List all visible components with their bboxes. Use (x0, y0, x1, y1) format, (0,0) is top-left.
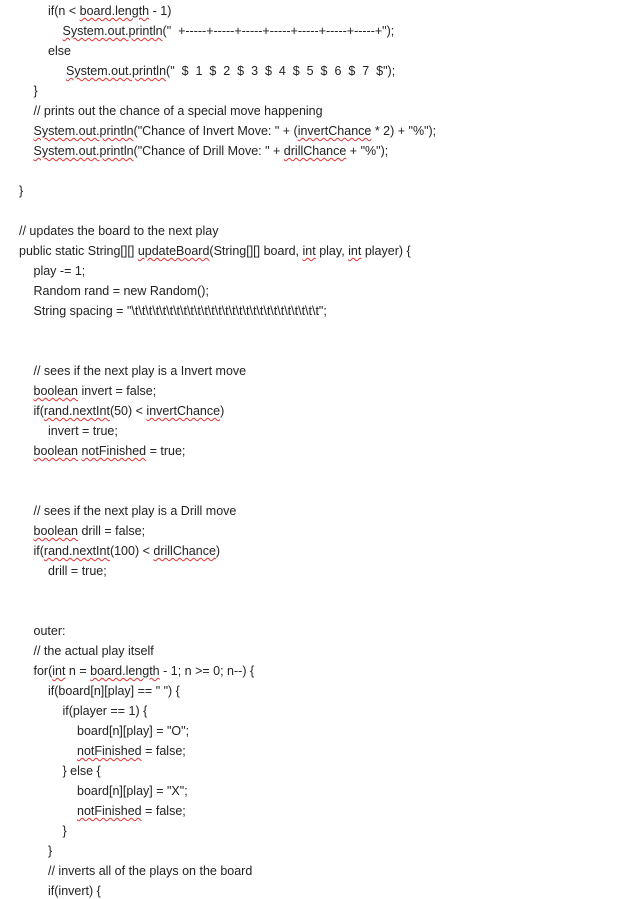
spellcheck-flagged-word: rand.nextInt (43, 544, 110, 558)
code-line (48, 423, 118, 439)
code-text: // prints out the chance of a special move happening (33, 104, 323, 118)
spellcheck-flagged-word: invertChance (297, 124, 372, 138)
code-text: board[n][play] = "O"; (77, 724, 190, 738)
spellcheck-flagged-word: boolean (33, 524, 78, 538)
spellcheck-flagged-word: invertChance (146, 404, 221, 418)
code-text: } else { (62, 764, 101, 778)
code-line (34, 523, 146, 539)
spellcheck-flagged-word: drillChance (153, 544, 216, 558)
spellcheck-flagged-word: int (52, 664, 66, 678)
spellcheck-flagged-word: board.length (79, 4, 150, 18)
code-text: if( (33, 544, 44, 558)
code-line (48, 863, 252, 879)
spellcheck-flagged-word: updateBoard (137, 244, 210, 258)
code-text: invert = false; (78, 384, 157, 398)
code-text: * 2) + "%"); (371, 124, 437, 138)
code-line (34, 123, 437, 139)
code-line (63, 703, 148, 719)
code-text: } (33, 84, 38, 98)
code-line (34, 83, 38, 99)
code-line (19, 183, 23, 199)
spellcheck-flagged-word: System.out.println (65, 64, 167, 78)
code-text: if( (33, 404, 44, 418)
code-text: - 1) (149, 4, 172, 18)
code-line (34, 403, 225, 419)
code-text: } (48, 844, 53, 858)
code-text: play, (315, 244, 349, 258)
code-line (34, 443, 186, 459)
code-line (77, 723, 189, 739)
code-line (48, 843, 52, 859)
code-line (48, 883, 101, 899)
code-line (63, 823, 67, 839)
code-line (34, 543, 221, 559)
code-text: drill = false; (78, 524, 146, 538)
code-text: public static String[][] (19, 244, 138, 258)
code-line (34, 623, 66, 639)
code-text: // sees if the next play is a Drill move (33, 504, 237, 518)
code-text: if(n < (48, 4, 80, 18)
code-line (34, 283, 209, 299)
code-line (34, 363, 247, 379)
code-text: if(invert) { (48, 884, 101, 898)
code-text: else (48, 44, 71, 58)
code-text: play -= 1; (33, 264, 86, 278)
code-text: String spacing = "\t\t\t\t\t\t\t\t\t\t\t\t\t\t\t\t\t\t\t\t\t\t\t\t\t\t\t"; (33, 304, 327, 318)
code-line (63, 763, 101, 779)
code-text: // sees if the next play is a Invert move (33, 364, 247, 378)
code-text: (100) < (109, 544, 154, 558)
code-text: n = (65, 664, 91, 678)
code-text: ("Chance of Drill Move: " + (133, 144, 284, 158)
code-text: + "%"); (346, 144, 389, 158)
code-text: drill = true; (48, 564, 107, 578)
code-line (34, 263, 86, 279)
code-line (19, 223, 218, 239)
spellcheck-flagged-word: notFinished (77, 744, 142, 758)
code-line (19, 243, 411, 259)
spellcheck-flagged-word: int (302, 244, 316, 258)
code-text: // inverts all of the plays on the board (48, 864, 253, 878)
spellcheck-flagged-word: notFinished (77, 804, 142, 818)
code-text: (" $ 1 $ 2 $ 3 $ 4 $ 5 $ 6 $ 7 $"); (166, 64, 396, 78)
code-text: (50) < (109, 404, 147, 418)
code-line (63, 23, 395, 39)
spellcheck-flagged-word: boolean (33, 384, 78, 398)
spellcheck-flagged-word: System.out.println (33, 144, 134, 158)
code-line (34, 303, 327, 319)
code-text: ) (215, 544, 221, 558)
code-line (63, 63, 396, 79)
code-text: Random rand = new Random(); (33, 284, 209, 298)
code-text: = false; (141, 744, 186, 758)
code-line (34, 503, 237, 519)
code-text: } (19, 184, 24, 198)
code-line (34, 643, 154, 659)
spellcheck-flagged-word: System.out.println (62, 24, 163, 38)
code-line (48, 43, 71, 59)
spellcheck-flagged-word: boolean (33, 444, 78, 458)
code-line (77, 803, 186, 819)
code-text: } (62, 824, 67, 838)
code-text: - 1; n >= 0; n--) { (159, 664, 255, 678)
code-text: board[n][play] = "X"; (77, 784, 188, 798)
spellcheck-flagged-word: rand.nextInt (43, 404, 110, 418)
code-text: // the actual play itself (33, 644, 154, 658)
code-text: (String[][] board, (209, 244, 303, 258)
spellcheck-flagged-word: drillChance (283, 144, 347, 158)
code-line (34, 143, 389, 159)
code-text: // updates the board to the next play (19, 224, 219, 238)
code-text: if(player == 1) { (62, 704, 148, 718)
code-text: = false; (141, 804, 186, 818)
spellcheck-flagged-word: board.length (90, 664, 160, 678)
spellcheck-flagged-word: int (348, 244, 362, 258)
code-text: invert = true; (48, 424, 118, 438)
code-text: if(board[n][play] == " ") { (48, 684, 180, 698)
code-line (34, 103, 323, 119)
code-text: player) { (361, 244, 411, 258)
code-text: ("Chance of Invert Move: " + ( (133, 124, 298, 138)
code-text: for( (33, 664, 53, 678)
code-line (77, 783, 188, 799)
code-text: = true; (146, 444, 186, 458)
code-line (48, 3, 171, 19)
code-text: outer: (33, 624, 66, 638)
code-text: ) (220, 404, 225, 418)
spellcheck-flagged-word: System.out.println (33, 124, 134, 138)
code-line (77, 743, 186, 759)
code-line (48, 683, 180, 699)
code-line (34, 383, 157, 399)
spellcheck-flagged-word: notFinished (81, 444, 147, 458)
code-line (34, 663, 255, 679)
code-line (48, 563, 107, 579)
code-text: (" +-----+-----+-----+-----+-----+-----+-----+"); (162, 24, 395, 38)
